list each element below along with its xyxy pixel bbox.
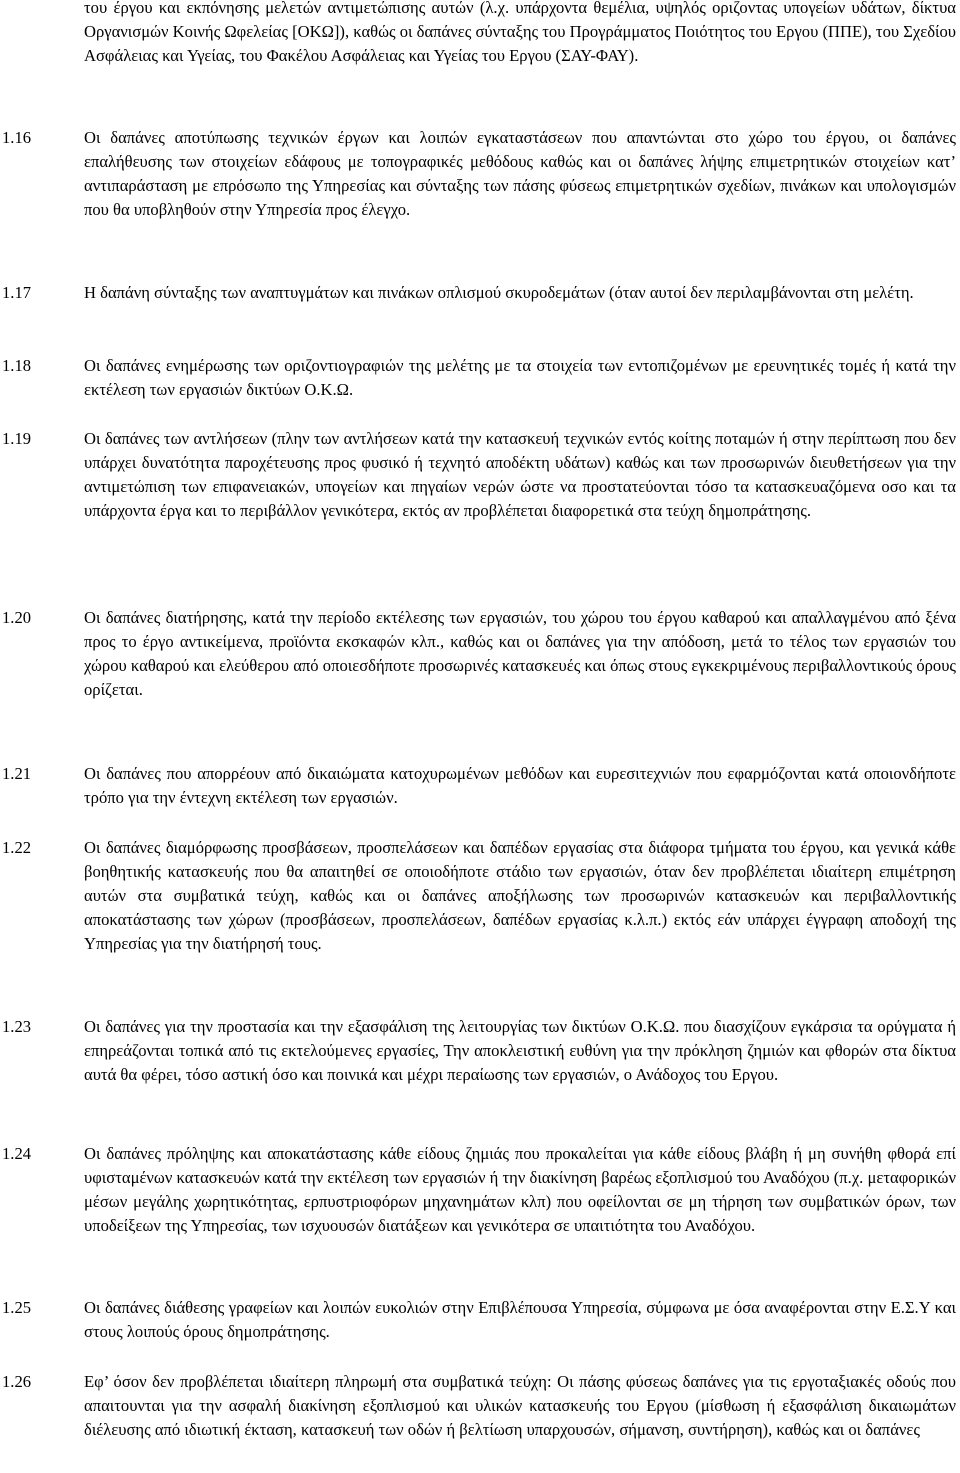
clause-text: Οι δαπάνες διάθεσης γραφείων και λοιπών ευκολιών στην Επιβλέπουσα Υπηρεσία, σύμφωνα με όσα αναφέρονται στην Ε.Σ.Υ και στους λοιπούς όρους δημοπράτησης. bbox=[84, 1298, 956, 1342]
intro-paragraph: του έργου και εκπόνησης μελετών αντιμετώπισης αυτών (λ.χ. υπάρχοντα θεμέλια, υψηλός οριζοντας υπογείων υδάτων, δίκτυα Οργανισμών Κοινής Ωφελείας [ΟΚΩ]), καθώς οι δαπάνες σύνταξης του Προγράμματος Ποιότητος του Εργου (ΠΠΕ), του Σχεδίου Ασφάλειας και Υγείας, του Φακέλου Ασφάλειας και Υγείας του Εργου (ΣΑΥ-ΦΑΥ). bbox=[84, 0, 957, 66]
clause-number: 1.16 bbox=[2, 128, 32, 147]
clause-text: Οι δαπάνες για την προστασία και την εξασφάλιση της λειτουργίας των δικτύων Ο.Κ.Ω. που διασχίζουν εγκάρσια τα ορύγματα ή επηρεάζονται τοπικά από τις εκτελούμενες εργασίες, Την αποκλειστική ευθύνη για την πρόκληση ζημιών και φθορών στα δίκτυα αυτά θα φέρει, τόσο αστική όσο και ποινικά και μέχρι περαίωσης των εργασιών, ο Ανάδοχος του Εργου. bbox=[84, 1017, 956, 1085]
clause-number: 1.17 bbox=[2, 283, 32, 302]
clause-text: Οι δαπάνες αποτύπωσης τεχνικών έργων και λοιπών εγκαταστάσεων που απαντώνται στο χώρο του έργου, οι δαπάνες επαλήθευσης των στοιχείων εδάφους με τοπογραφικές μεθόδους καθώς και οι δαπάνες λήψης επιμετρητικών στοιχείων κατ’ αντιπαράσταση με επρόσωπο της Υπηρεσίας και σύνταξης των πάσης φύσεως επιμετρητικών σχεδίων, πινάκων και υπολογισμών που θα υποβληθούν στην Υπηρεσία προς έλεγχο. bbox=[84, 128, 956, 220]
clause-text: Οι δαπάνες διαμόρφωσης προσβάσεων, προσπελάσεων και δαπέδων εργασίας στα διάφορα τμήματα του έργου, και γενικά κάθε βοηθητικής κατασκευής που θα απαιτηθεί σε οποιοδήποτε στάδιο των εργασιών, όταν δεν προβλέπεται ιδιαίτερη επιμέτρηση αυτών στα συμβατικά τεύχη, καθώς και οι δαπάνες αποξήλωσης των προσωρινών κατασκευών και περιβαλλοντικής αποκατάστασης των χώρων (προσβάσεων, προσπελάσεων, δαπέδων εργασίας κ.λ.π.) εκτός εάν υπάρχει έγγραφη αποδοχή της Υπηρεσίας για την διατήρησή τους. bbox=[84, 838, 956, 954]
clause-number: 1.22 bbox=[2, 838, 32, 857]
clause-text: Οι δαπάνες των αντλήσεων (πλην των αντλήσεων κατά την κατασκευή τεχνικών εντός κοίτης ποταμών ή στην περίπτωση που δεν υπάρχει δυνατότητα παροχέτευσης προς φυσικό ή τεχνητό αποδέκτη υδάτων) καθώς και των προσωρινών διευθετήσεων για την αντιμετώπιση των επιφανειακών, υπογείων και πηγαίων νερών ώστε να προστατεύονται τόσο τα κατασκευαζόμενα οσο και τα υπάρχοντα έργα και το περιβάλλον γενικότερα, εκτός αν προβλέπεται διαφορετικά στα τεύχη δημοπράτησης. bbox=[84, 429, 956, 521]
clause-text: Οι δαπάνες που απορρέουν από δικαιώματα κατοχυρωμένων μεθόδων και ευρεσιτεχνιών που εφαρμόζονται κατά οποιονδήποτε τρόπο για την έντεχνη εκτέλεση των εργασιών. bbox=[84, 764, 956, 808]
clause-text: Οι δαπάνες διατήρησης, κατά την περίοδο εκτέλεσης των εργασιών, του χώρου του έργου καθαρού και απαλλαγμένου από ξένα προς το έργο αντικείμενα, προϊόντα εκσκαφών κλπ., καθώς και οι δαπάνες για την απόδοση, μετά το τέλος των εργασιών του χώρου καθαρού και ελεύθερου από οποιεσδήποτε προσωρινές κατασκευές και όπως στους εγκεκριμένους περιβαλλοντικούς όρους ορίζεται. bbox=[84, 608, 956, 700]
clause-number: 1.23 bbox=[2, 1017, 32, 1036]
clause-number: 1.18 bbox=[2, 356, 32, 375]
clause-text: Η δαπάνη σύνταξης των αναπτυγμάτων και πινάκων οπλισμού σκυροδεμάτων (όταν αυτοί δεν περιλαμβάνονται στη μελέτη. bbox=[84, 283, 914, 302]
clause-number: 1.25 bbox=[2, 1298, 32, 1317]
clause-number: 1.24 bbox=[2, 1144, 32, 1163]
clause-number: 1.26 bbox=[2, 1372, 32, 1391]
clause-number: 1.21 bbox=[2, 764, 32, 783]
clause-number: 1.20 bbox=[2, 608, 32, 627]
clause-text: Οι δαπάνες ενημέρωσης των οριζοντιογραφιών της μελέτης με τα στοιχεία των εντοπιζομένων με ερευνητικές τομές ή κατά την εκτέλεση των εργασιών δικτύων Ο.Κ.Ω. bbox=[84, 356, 956, 400]
clause-text: Οι δαπάνες πρόληψης και αποκατάστασης κάθε είδους ζημιάς που προκαλείται για κάθε είδους βλάβη ή μη συνήθη φθορά επί υφισταμένων κατασκευών κατά την εκτέλεση των εργασιών ή την διακίνηση βαρέως εξοπλισμού του Αναδόχου (π.χ. μεταφορικών μέσων μεγάλης χωρητικότητας, ερπυστριοφόρων μηχανημάτων κλπ) που οφείλονται σε μη τήρηση των συμβατικών όρων, των υποδείξεων της Υπηρεσίας, των ισχυουσών διατάξεων και γενικότερα σε υπαιτιότητα του Αναδόχου. bbox=[84, 1144, 956, 1236]
clause-number: 1.19 bbox=[2, 429, 32, 448]
clause-text: Εφ’ όσον δεν προβλέπεται ιδιαίτερη πληρωμή στα συμβατικά τεύχη: Οι πάσης φύσεως δαπάνες για τις εργοταξιακές οδούς που απαιτουνται για την ασφαλή διακίνηση εξοπλισμού και υλικών κατασκευής του Εργου (μίσθωση ή εξασφάλιση δικαιωμάτων διέλευσης από ιδιωτική έκταση, κατασκευή των οδών ή βελτίωση υπαρχουσών, σήμανση, συντήρηση), καθώς και οι δαπάνες bbox=[84, 1372, 956, 1440]
